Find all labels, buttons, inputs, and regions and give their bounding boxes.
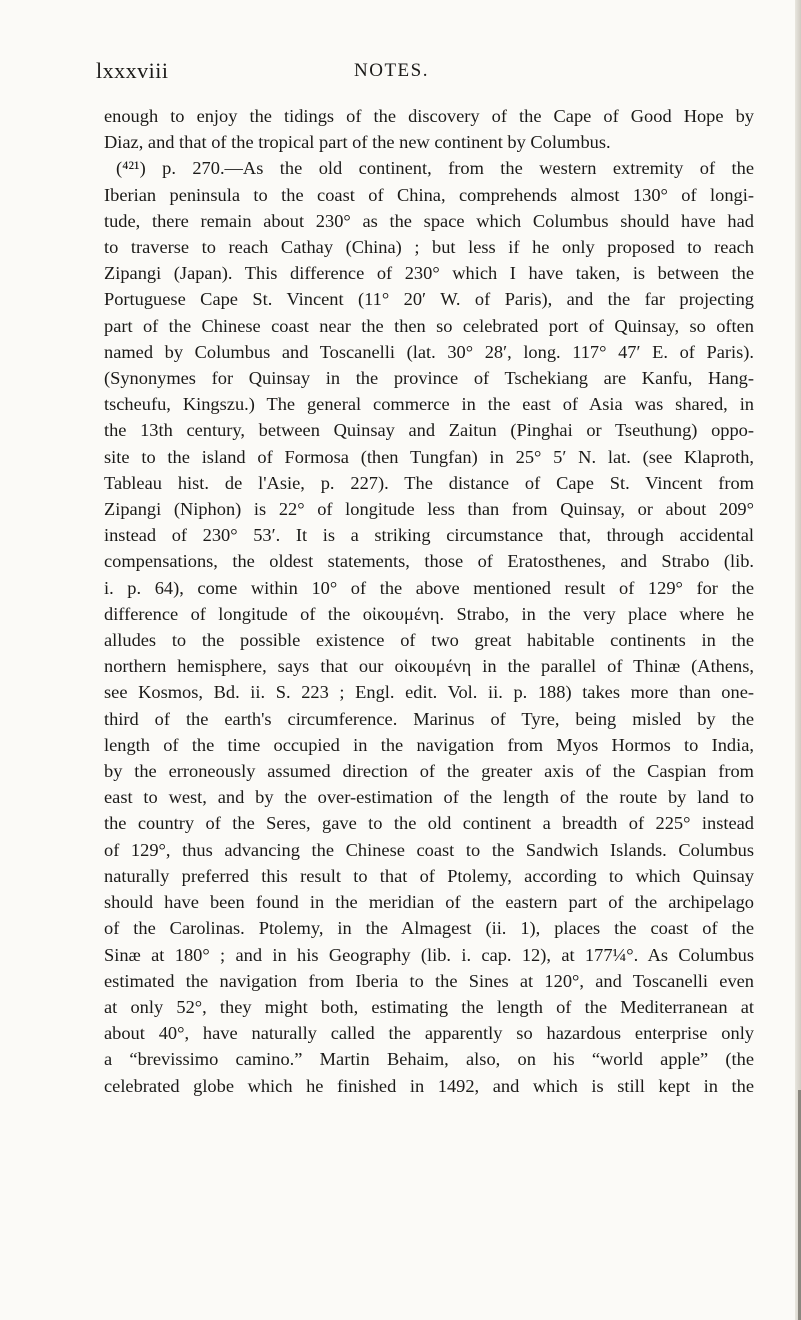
text-line: the 13th century, between Quinsay and Zaitun (Pinghai or Tseuthung) oppo- xyxy=(104,420,754,441)
text-line: by the erroneously assumed direction of the greater axis of the Caspian from xyxy=(104,761,754,782)
text-line: i. p. 64), come within 10° of the above mentioned result of 129° for the xyxy=(104,577,754,598)
page-number: lxxxviii xyxy=(96,58,169,83)
text-line: east to west, and by the over-estimation of the length of the route by land to xyxy=(104,787,754,808)
note-body xyxy=(104,103,754,1099)
text-line: third of the earth's circumference. Marinus of Tyre, being misled by the xyxy=(104,708,754,729)
text-line: estimated the navigation from Iberia to the Sines at 120°, and Toscanelli even xyxy=(104,970,754,991)
text-line: alludes to the possible existence of two great habitable continents in the xyxy=(104,630,754,651)
text-line: instead of 230° 53′. It is a striking circumstance that, through accidental xyxy=(104,525,754,546)
text-line: northern hemisphere, says that our οἰκουμένη in the parallel of Thinæ (Athens, xyxy=(104,656,754,677)
text-line: Sinæ at 180° ; and in his Geography (lib. i. cap. 12), at 177¼°. As Columbus xyxy=(104,944,754,965)
text-line: Zipangi (Japan). This difference of 230° which I have taken, is between the xyxy=(104,263,754,284)
text-line: of the Carolinas. Ptolemy, in the Almagest (ii. 1), places the coast of the xyxy=(104,918,754,939)
text-line: Zipangi (Niphon) is 22° of longitude less than from Quinsay, or about 209° xyxy=(104,499,754,520)
note-heading-line: (⁴²¹) p. 270.—As the old continent, from the western extremity of the xyxy=(116,158,754,179)
text-line: about 40°, have naturally called the apparently so hazardous enterprise only xyxy=(104,1023,754,1044)
text-line: part of the Chinese coast near the then so celebrated port of Quinsay, so often xyxy=(104,315,754,336)
text-line: site to the island of Formosa (then Tungfan) in 25° 5′ N. lat. (see Klaproth, xyxy=(104,446,754,467)
text-line: enough to enjoy the tidings of the discovery of the Cape of Good Hope by xyxy=(104,106,754,126)
text-line: Portuguese Cape St. Vincent (11° 20′ W. of Paris), and the far projecting xyxy=(104,289,754,310)
page-header xyxy=(96,58,746,88)
text-line: should have been found in the meridian of the eastern part of the archipelago xyxy=(104,892,754,913)
text-line: difference of longitude of the οἰκουμένη. Strabo, in the very place where he xyxy=(104,603,754,624)
text-line: at only 52°, they might both, estimating the length of the Mediterranean at xyxy=(104,996,754,1017)
text-line: celebrated globe which he finished in 1492, and which is still kept in the xyxy=(104,1075,754,1096)
text-line: Diaz, and that of the tropical part of the new continent by Columbus. xyxy=(104,132,611,153)
text-line: Tableau hist. de l'Asie, p. 227). The distance of Cape St. Vincent from xyxy=(104,472,754,493)
text-line: tscheufu, Kingszu.) The general commerce in the east of Asia was shared, in xyxy=(104,394,754,415)
text-line: the country of the Seres, gave to the old continent a breadth of 225° instead xyxy=(104,813,754,834)
text-line: named by Columbus and Toscanelli (lat. 30° 28′, long. 117° 47′ E. of Paris). xyxy=(104,341,754,362)
text-line: see Kosmos, Bd. ii. S. 223 ; Engl. edit. Vol. ii. p. 188) takes more than one- xyxy=(104,682,754,703)
text-line: (Synonymes for Quinsay in the province of Tschekiang are Kanfu, Hang- xyxy=(104,368,754,389)
text-line: naturally preferred this result to that of Ptolemy, according to which Quinsay xyxy=(104,865,754,886)
text-line: to traverse to reach Cathay (China) ; but less if he only proposed to reach xyxy=(104,237,754,258)
text-line: tude, there remain about 230° as the space which Columbus should have had xyxy=(104,210,754,231)
text-line: a “brevissimo camino.” Martin Behaim, also, on his “world apple” (the xyxy=(104,1049,754,1070)
running-head: NOTES. xyxy=(354,60,429,81)
text-line: length of the time occupied in the navigation from Myos Hormos to India, xyxy=(104,734,754,755)
text-line: Iberian peninsula to the coast of China, comprehends almost 130° of longi- xyxy=(104,184,754,205)
text-line: of 129°, thus advancing the Chinese coast to the Sandwich Islands. Columbus xyxy=(104,839,754,860)
text-line: compensations, the oldest statements, those of Eratosthenes, and Strabo (lib. xyxy=(104,551,754,572)
